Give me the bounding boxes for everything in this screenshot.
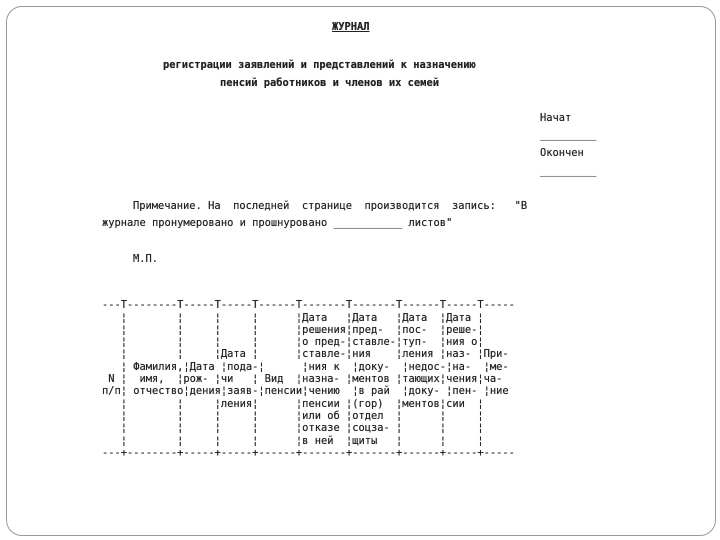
table-row: ¦ ¦ ¦ ¦ ¦решения¦пред- ¦пос- ¦реше-¦: [102, 323, 484, 336]
table-row: ¦ Фамилия,¦Дата ¦пода-¦ ¦ния к ¦доку- ¦недос-¦на- ¦ме-: [102, 360, 509, 373]
document-subtitle-line1: регистрации заявлений и представлений к назначению: [163, 59, 476, 71]
table-row: п/п¦ отчество¦дения¦заяв-¦пенсии¦чению ¦в рай ¦доку- ¦пен- ¦ние: [102, 385, 509, 398]
table-row: ¦ ¦ ¦ ¦ ¦Дата ¦Дата ¦Дата ¦Дата ¦: [102, 311, 484, 324]
started-label: Начат: [540, 112, 572, 124]
table-row: ¦ ¦ ¦ления¦ ¦пенсии ¦(гор) ¦ментов¦сии ¦: [102, 397, 484, 410]
table-row: ¦ ¦ ¦ ¦ ¦или об ¦отдел ¦ ¦ ¦: [102, 409, 484, 422]
table-row: ¦ ¦ ¦ ¦ ¦о пред-¦ставле-¦туп- ¦ния о¦: [102, 336, 484, 349]
table-row: ---T--------T-----T-----T------T-------T-------T------T-----T-----: [102, 299, 515, 312]
note-line2: журнале пронумеровано и прошнуровано ___________ листов": [102, 217, 453, 229]
finished-blank: _________: [540, 165, 597, 177]
note-line1: Примечание. На последней странице производится запись: "В: [133, 200, 528, 212]
table-row: ¦ ¦ ¦ ¦ ¦в ней ¦щиты ¦ ¦ ¦: [102, 434, 484, 447]
table-row: N ¦ имя, ¦рож- ¦чи ¦ Вид ¦назна- ¦ментов ¦тающих¦чения¦ча-: [102, 373, 503, 386]
table-row: ---+--------+-----+-----+------+-------+-------+------+-----+-----: [102, 446, 515, 459]
document-title: ЖУРНАЛ: [332, 21, 370, 33]
document-subtitle-line2: пенсий работников и членов их семей: [220, 77, 439, 89]
finished-label: Окончен: [540, 147, 584, 159]
stamp-label: М.П.: [133, 253, 159, 265]
table-row: ¦ ¦ ¦Дата ¦ ¦ставле-¦ния ¦ления ¦наз- ¦При-: [102, 348, 509, 361]
started-blank: _________: [540, 129, 597, 141]
register-table: [102, 287, 515, 484]
table-row: ¦ ¦ ¦ ¦ ¦отказе ¦соцза- ¦ ¦ ¦: [102, 422, 484, 435]
